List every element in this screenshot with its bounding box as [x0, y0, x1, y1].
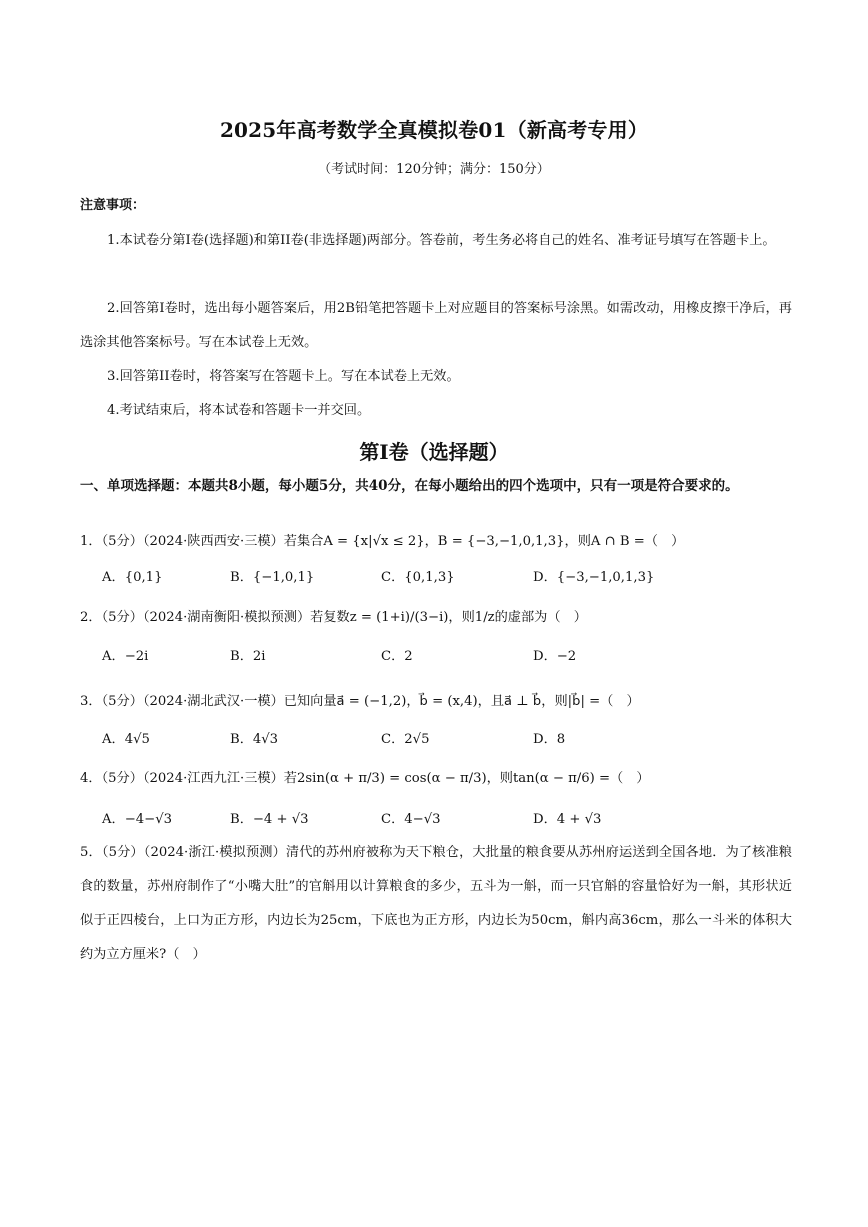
notice-heading: 注意事项： — [80, 198, 146, 213]
exam-subtitle: （考试时间：120分钟；满分：150分） — [318, 162, 550, 177]
question-2-option-a: A．−2i — [102, 649, 149, 664]
notice-item-3: 3.回答第II卷时，将答案写在答题卡上。写在本试卷上无效。 — [107, 369, 460, 384]
question-3-stem: 3．（5分）（2024·湖北武汉·一模）已知向量a⃗ = (−1,2)，b⃗ = (x,4)，且a⃗ ⊥ b⃗，则|b⃗| =（ ） — [80, 694, 640, 709]
question-5-stem: 5．（5分）（2024·浙江·模拟预测）清代的苏州府被称为天下粮仓，大批量的粮食要从苏州府运送到全国各地．为了核准粮食的数量，苏州府制作了“小嘴大肚”的官斛用以计算粮食的多少，五斗为一斛，而一只官斛的容量恰好为一斛，其形状近似于正四棱台，上口为正方形，内边长为25cm，下底也为正方形，内边长为50cm，斛内高36cm，那么一斗米的体积大约为立方厘米?（ ） — [80, 845, 792, 962]
question-2-option-d: D．−2 — [533, 649, 577, 664]
section-title: 第I卷（选择题） — [359, 440, 509, 464]
question-3-option-b: B．4√3 — [230, 732, 279, 747]
question-1-stem: 1．（5分）（2024·陕西西安·三模）若集合A = {x|√x ≤ 2}，B = {−3,−1,0,1,3}，则A ∩ B =（ ） — [80, 534, 685, 549]
notice-item-2: 2.回答第I卷时，选出每小题答案后，用2B铅笔把答题卡上对应题目的答案标号涂黑。如需改动，用橡皮擦干净后，再选涂其他答案标号。写在本试卷上无效。 — [80, 301, 792, 350]
notice-item-4: 4.考试结束后，将本试卷和答题卡一并交回。 — [107, 403, 371, 418]
exam-title: 2025年高考数学全真模拟卷01（新高考专用） — [219, 118, 649, 142]
question-2-option-c: C．2 — [381, 649, 413, 664]
question-1-option-c: C．{0,1,3} — [381, 570, 455, 585]
question-4-option-d: D．4 + √3 — [533, 812, 602, 827]
part-heading: 一、单项选择题：本题共8小题，每小题5分，共40分，在每小题给出的四个选项中，只有一项是符合要求的。 — [80, 478, 739, 494]
question-3-option-d: D．8 — [533, 732, 566, 747]
question-4-option-c: C．4−√3 — [381, 812, 441, 827]
question-4-option-a: A．−4−√3 — [102, 812, 172, 827]
question-1-option-a: A．{0,1} — [102, 570, 163, 585]
question-3-option-a: A．4√5 — [102, 732, 150, 747]
question-2-stem: 2．（5分）（2024·湖南衡阳·模拟预测）若复数z = (1+i)/(3−i)，则1/z的虚部为（ ） — [80, 610, 587, 625]
question-1-option-b: B．{−1,0,1} — [230, 570, 315, 585]
notice-item-1: 1.本试卷分第I卷(选择题)和第II卷(非选择题)两部分。答卷前，考生务必将自己的姓名、准考证号填写在答题卡上。 — [107, 233, 776, 248]
question-2-option-b: B．2i — [230, 649, 266, 664]
question-4-stem: 4．（5分）（2024·江西九江·三模）若2sin(α + π/3) = cos(α − π/3)，则tan(α − π/6) =（ ） — [80, 771, 650, 786]
question-4-option-b: B．−4 + √3 — [230, 812, 309, 827]
question-1-option-d: D．{−3,−1,0,1,3} — [533, 570, 655, 585]
question-3-option-c: C．2√5 — [381, 732, 430, 747]
